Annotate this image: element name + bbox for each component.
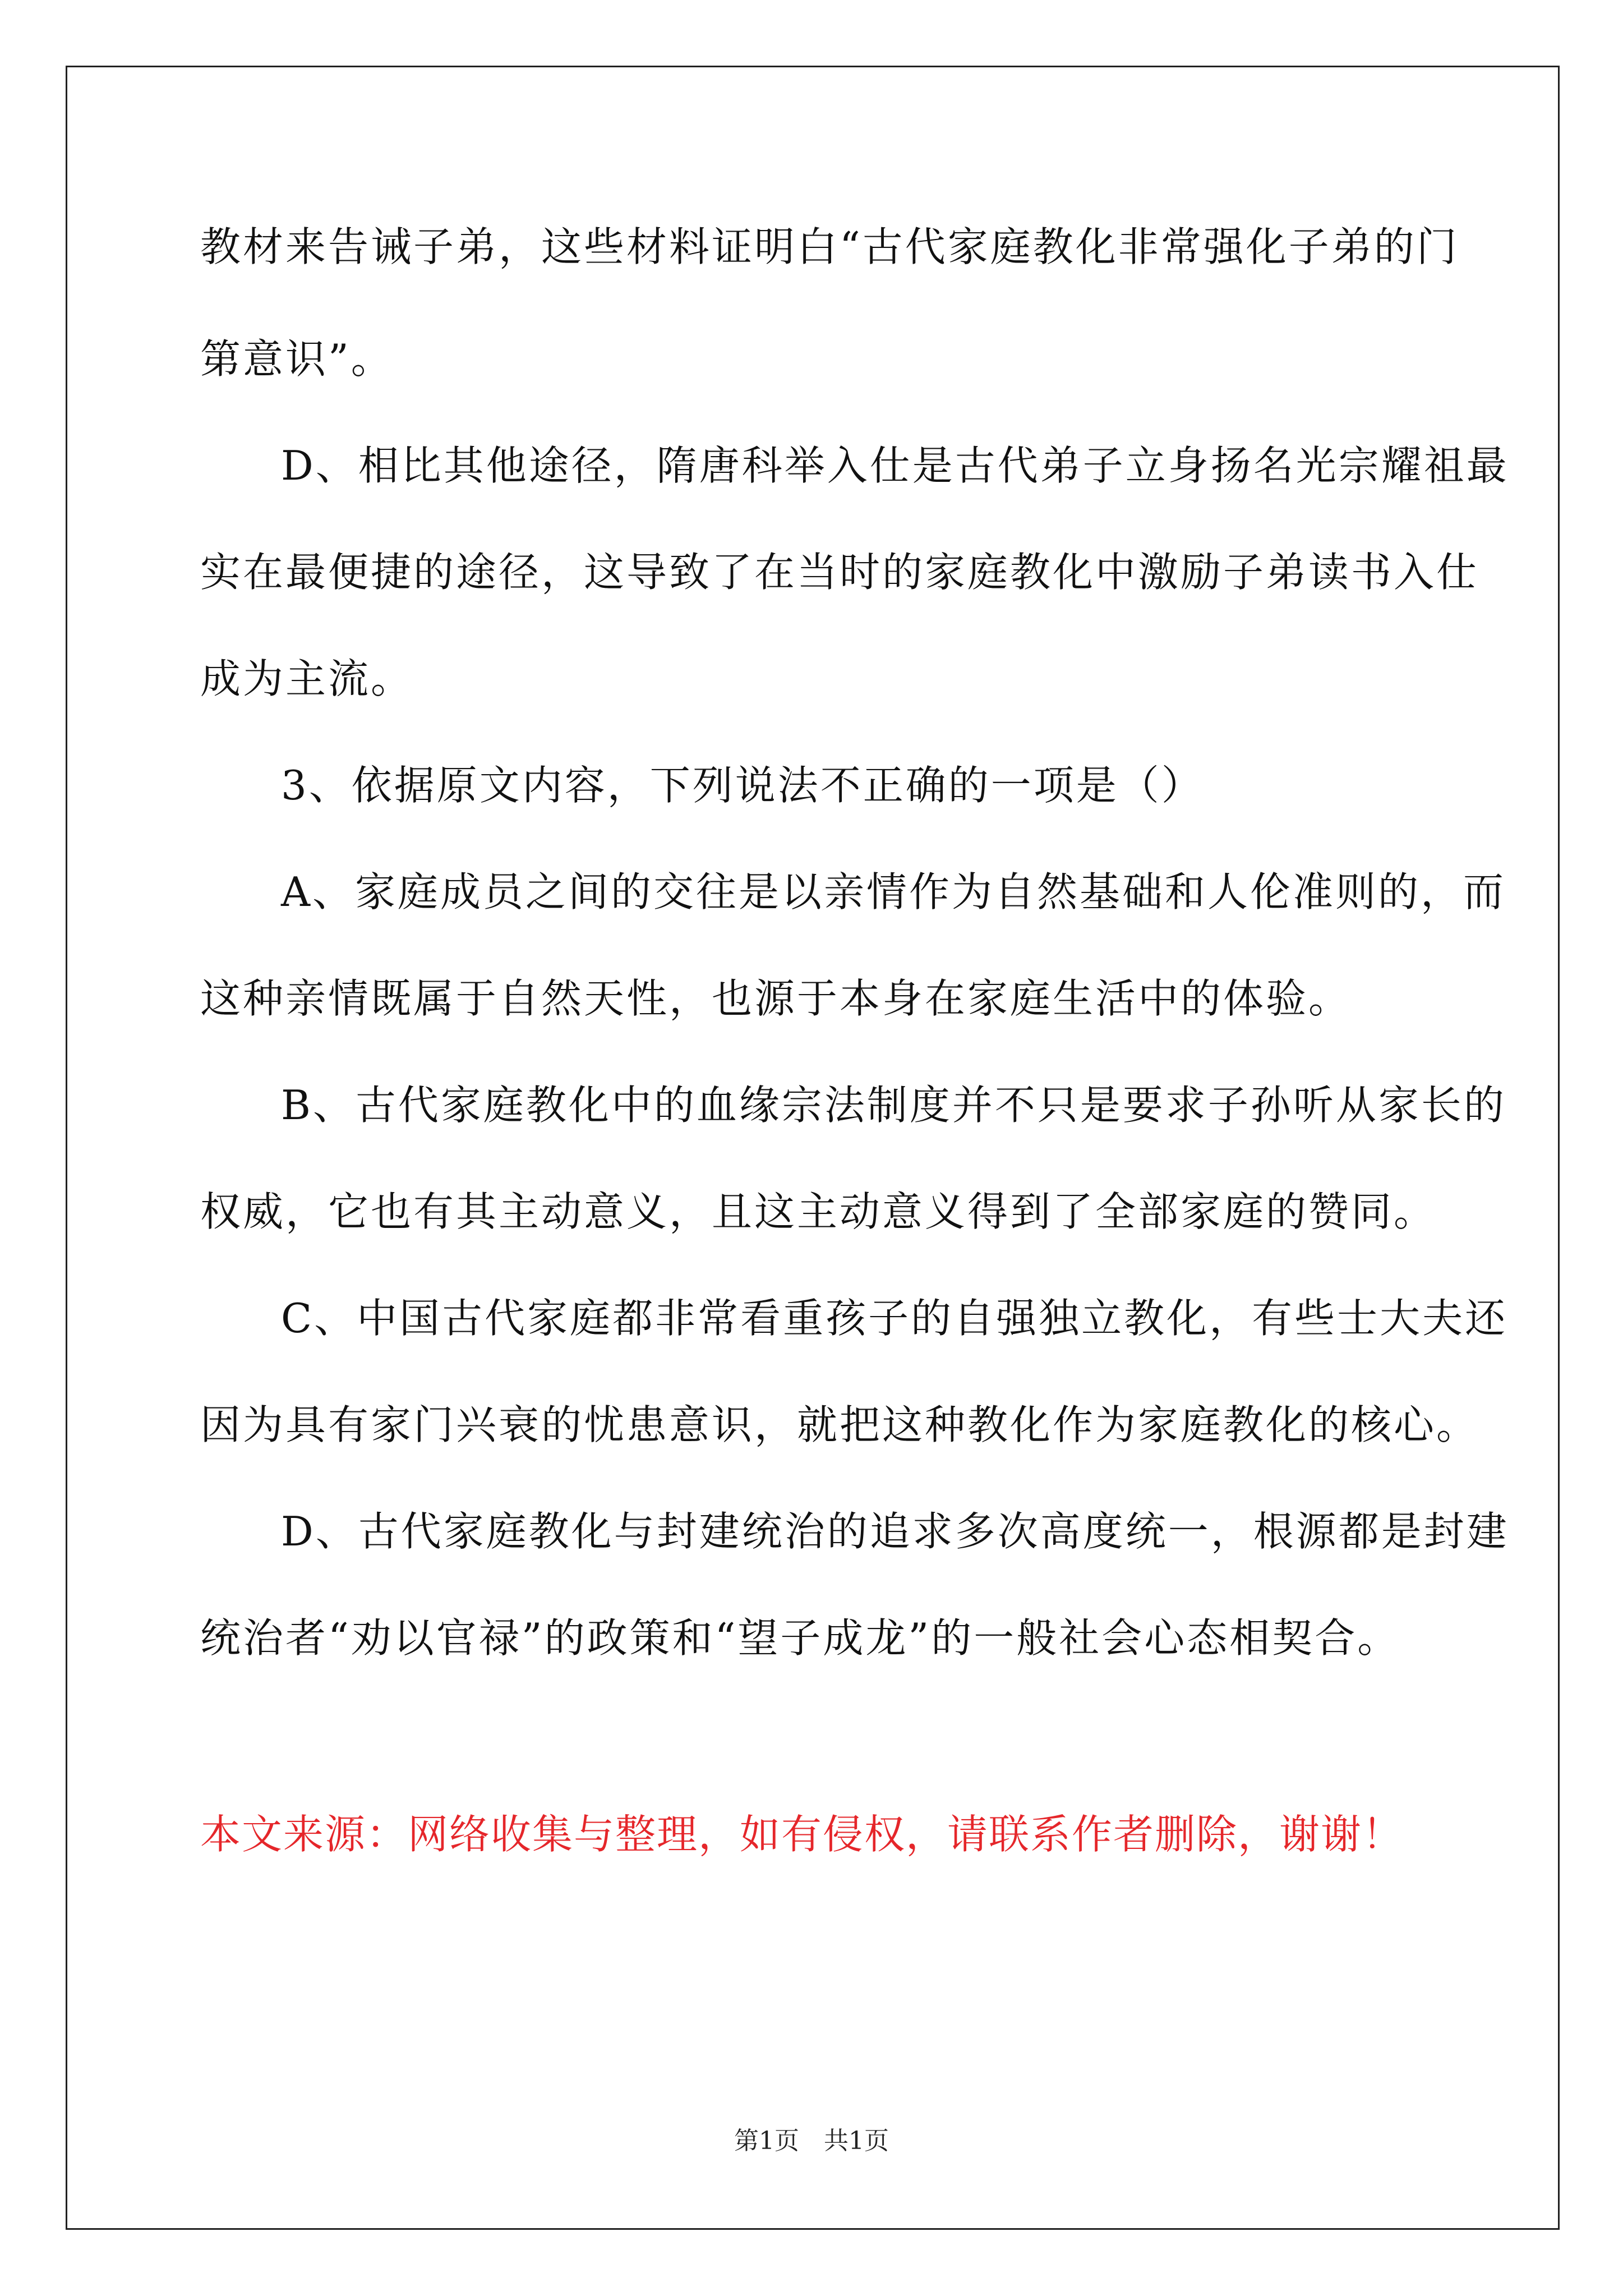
body-line-2: 第意识”。 xyxy=(200,335,394,383)
option-c-line-2: 因为具有家门兴衰的忧患意识，就把这种教化作为家庭教化的核心。 xyxy=(200,1401,1479,1448)
page-border xyxy=(66,66,1560,2230)
option-b-line-1: B、古代家庭教化中的血缘宗法制度并不只是要求子孙听从家长的 xyxy=(281,1082,1506,1129)
option-c-line-1: C、中国古代家庭都非常看重孩子的自强独立教化，有些士大夫还 xyxy=(281,1295,1508,1342)
option-d-line-2: 实在最便捷的途径，这导致了在当时的家庭教化中激励子弟读书入仕 xyxy=(200,549,1479,596)
option-d-line-1: D、相比其他途径，隋唐科举入仕是古代弟子立身扬名光宗耀祖最 xyxy=(281,442,1509,489)
option-d2-line-1: D、古代家庭教化与封建统治的追求多次高度统一，根源都是封建 xyxy=(281,1508,1509,1555)
body-line-1: 教材来告诫子弟，这些材料证明白“古代家庭教化非常强化子弟的门 xyxy=(200,223,1459,270)
option-a-line-2: 这种亲情既属于自然天性，也源于本身在家庭生活中的体验。 xyxy=(200,975,1352,1022)
option-a-line-1: A、家庭成员之间的交往是以亲情作为自然基础和人伦准则的，而 xyxy=(281,868,1506,915)
source-notice: 本文来源：网络收集与整理，如有侵权，请联系作者删除，谢谢！ xyxy=(200,1811,1404,1858)
option-d-line-3: 成为主流。 xyxy=(200,655,414,702)
option-d2-line-2: 统治者“劝以官禄”的政策和“望子成龙”的一般社会心态相契合。 xyxy=(200,1614,1400,1662)
page-number: 第1页 共1页 xyxy=(734,2127,889,2155)
question-3: 3、依据原文内容，下列说法不正确的一项是（） xyxy=(281,762,1204,809)
option-b-line-2: 权威，它也有其主动意义，且这主动意义得到了全部家庭的赞同。 xyxy=(200,1188,1437,1235)
